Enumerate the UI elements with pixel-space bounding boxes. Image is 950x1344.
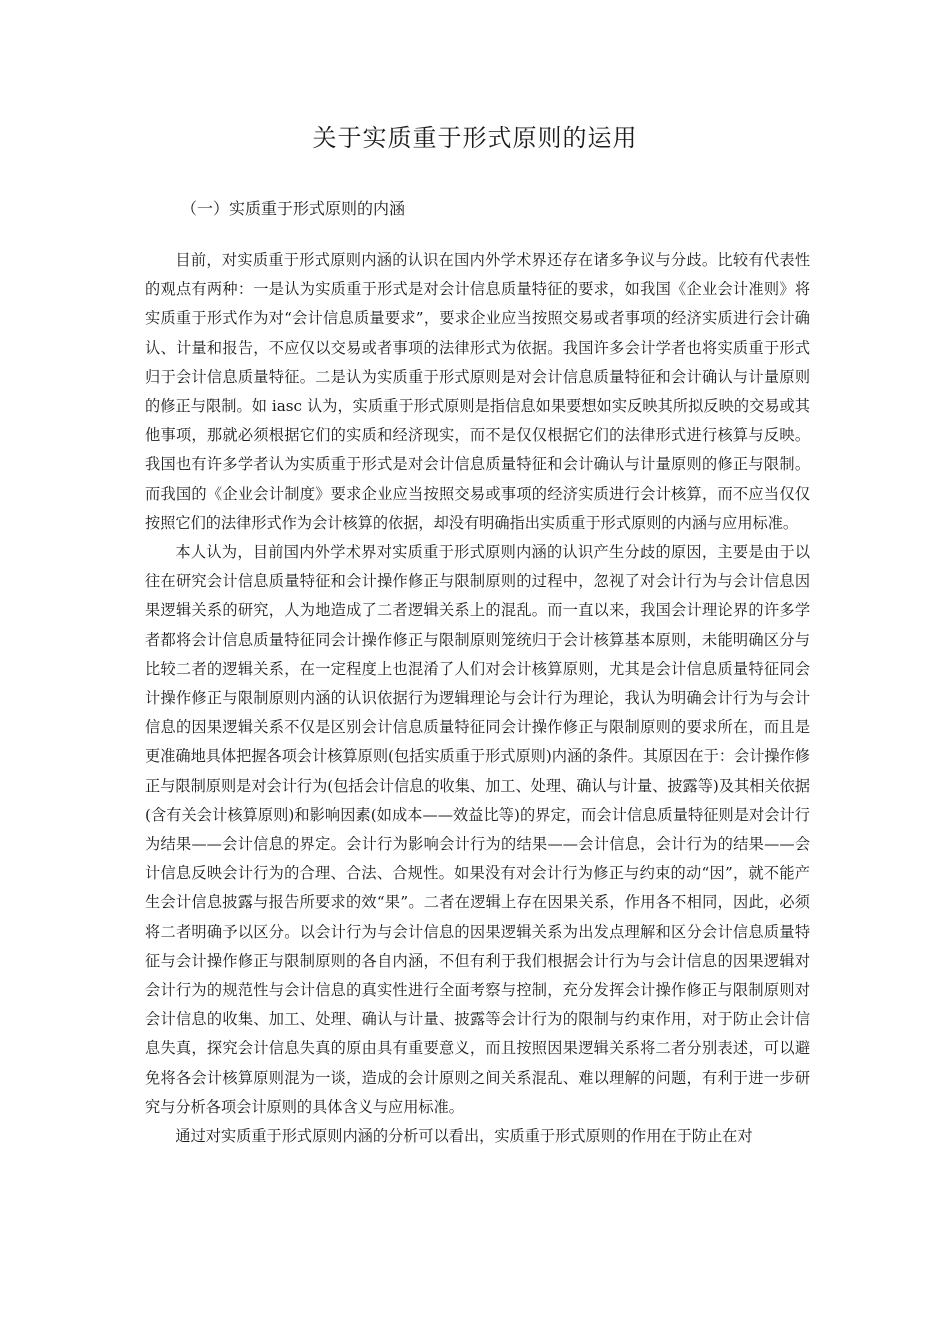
- paragraph: 本人认为，目前国内外学术界对实质重于形式原则内涵的认识产生分歧的原因，主要是由于以往在研究会计信息质量特征和会计操作修正与限制原则的过程中，忽视了对会计行为与会计信息因果逻辑关系的研究，人为地造成了二者逻辑关系上的混乱。而一直以来，我国会计理论界的许多学者都将会计信息质量特征同会计操作修正与限制原则笼统归于会计核算基本原则，未能明确区分与比较二者的逻辑关系，在一定程度上也混淆了人们对会计核算原则，尤其是会计信息质量特征同会计操作修正与限制原则内涵的认识依据行为逻辑理论与会计行为理论，我认为明确会计行为与会计信息的因果逻辑关系不仅是区别会计信息质量特征同会计操作修正与限制原则的要求所在，而且是更准确地具体把握各项会计核算原则(包括实质重于形式原则)内涵的条件。其原因在于：会计操作修正与限制原则是对会计行为(包括会计信息的收集、加工、处理、确认与计量、披露等)及其相关依据(含有关会计核算原则)和影响因素(如成本——效益比等)的界定，而会计信息质量特征则是对会计行为结果——会计信息的界定。会计行为影响会计行为的结果——会计信息，会计行为的结果——会计信息反映会计行为的合理、合法、合规性。如果没有对会计行为修正与约束的动“因”，就不能产生会计信息披露与报告所要求的效“果”。二者在逻辑上存在因果关系，作用各不相同，因此，必须将二者明确予以区分。以会计行为与会计信息的因果逻辑关系为出发点理解和区分会计信息质量特征与会计操作修正与限制原则的各自内涵，不但有利于我们根据会计行为与会计信息的因果逻辑对会计行为的规范性与会计信息的真实性进行全面考察与控制，充分发挥会计操作修正与限制原则对会计信息的收集、加工、处理、确认与计量、披露等会计行为的限制与约束作用，对于防止会计信息失真，探究会计信息失真的原由具有重要意义，而且按照因果逻辑关系将二者分别表述，可以避免将各会计核算原则混为一谈，造成的会计原则之间关系混乱、难以理解的问题，有利于进一步研究与分析各项会计原则的具体含义与应用标准。: [145, 543, 810, 1116]
- paragraph: 通过对实质重于形式原则内涵的分析可以看出，实质重于形式原则的作用在于防止在对: [175, 1127, 753, 1146]
- document-title: 关于实质重于形式原则的运用: [312, 124, 638, 152]
- paragraph: 目前，对实质重于形式原则内涵的认识在国内外学术界还存在诸多争议与分歧。比较有代表性的观点有两种：一是认为实质重于形式是对会计信息质量特征的要求，如我国《企业会计准则》将实质重于形式作为对“会计信息质量要求”，要求企业应当按照交易或者事项的经济实质进行会计确认、计量和报告，不应仅以交易或者事项的法律形式为依据。我国许多会计学者也将实质重于形式归于会计信息质量特征。二是认为实质重于形式原则是对会计信息质量特征和会计确认与计量原则的修正与限制。如 iasc 认为，实质重于形式原则是指信息如果要想如实反映其所拟反映的交易或其他事项，那就必须根据它们的实质和经济现实，而不是仅仅根据它们的法律形式进行核算与反映。我国也有许多学者认为实质重于形式是对会计信息质量特征和会计确认与计量原则的修正与限制。而我国的《企业会计制度》要求企业应当按照交易或事项的经济实质进行会计核算，而不应当仅仅按照它们的法律形式作为会计核算的依据，却没有明确指出实质重于形式原则的内涵与应用标准。: [145, 251, 810, 532]
- body-text: [145, 246, 810, 1151]
- section-heading: （一）实质重于形式原则的内涵: [181, 199, 406, 218]
